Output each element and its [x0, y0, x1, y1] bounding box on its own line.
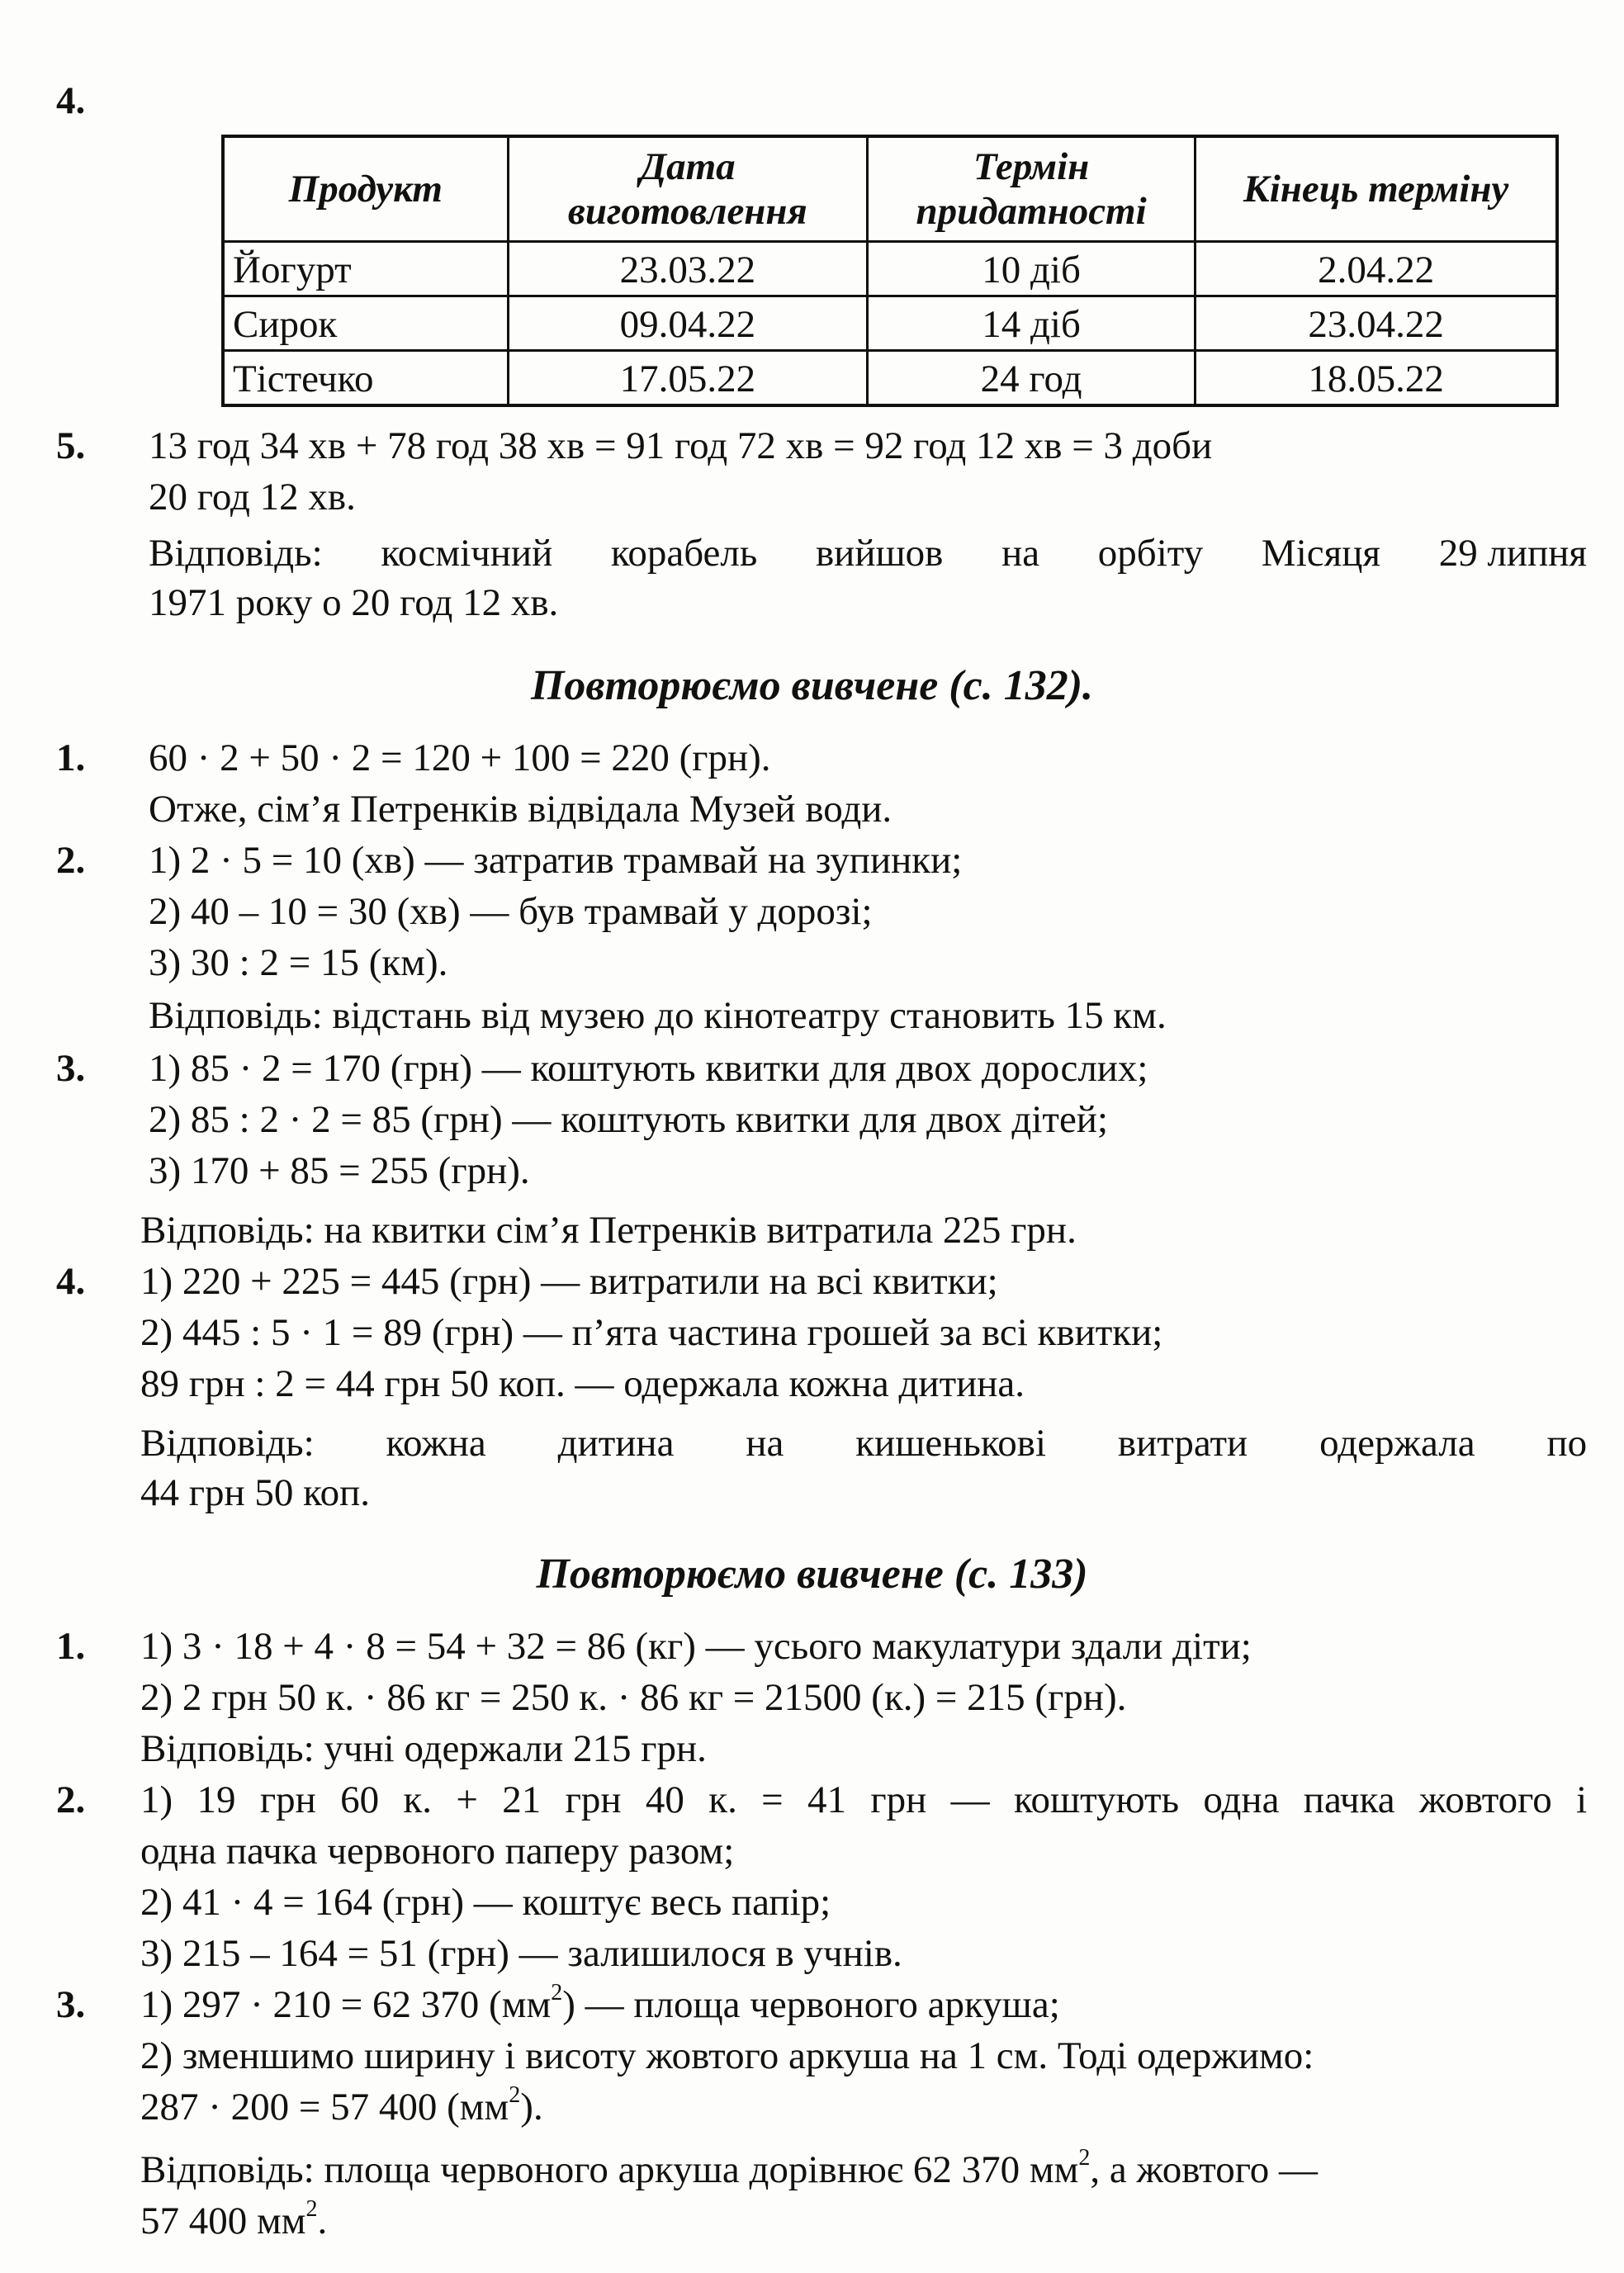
solution-line: 3) 215 – 164 = 51 (грн) — залишилося в учнів. [140, 1932, 902, 1975]
table-row [223, 242, 1557, 296]
solution-line: 1) 19 грн 60 к. + 21 грн 40 к. = 41 грн — коштують одна пачка жовтого і [140, 1778, 1588, 1821]
solution-line: 2) 2 грн 50 к. · 86 кг = 250 к. · 86 кг = 21500 (к.) = 215 (грн). [140, 1676, 1127, 1719]
solution-line: 2) 445 : 5 · 1 = 89 (грн) — п’ята частина грошей за всі квитки; [140, 1311, 1163, 1354]
table-cell: 17.05.22 [508, 351, 867, 406]
solution-line: 1) 85 · 2 = 170 (грн) — коштують квитки для двох дорослих; [149, 1047, 1148, 1090]
solution-line: 2) 41 · 4 = 164 (грн) — коштує весь папір; [140, 1881, 831, 1924]
solution-line: Отже, сім’я Петренків відвідала Музей води. [149, 788, 892, 831]
table-row [223, 296, 1557, 351]
solution-line: 2) 85 : 2 · 2 = 85 (грн) — коштують квитки для двох дітей; [149, 1098, 1109, 1141]
product-table [221, 135, 1559, 407]
column-header: Продукт [223, 136, 508, 242]
task-number: 2. [56, 839, 86, 882]
solution-line: 3) 30 : 2 = 15 (км). [149, 941, 448, 984]
task-number: 2. [56, 1778, 86, 1821]
solution-line: 20 год 12 хв. [149, 476, 356, 519]
solution-line: 287 · 200 = 57 400 $(мм^2)$. [140, 2082, 543, 2129]
answer-line: Відповідь: кожна дитина на кишенькові витрати одержала по [140, 1422, 1588, 1465]
table-cell: 09.04.22 [508, 296, 867, 351]
answer-line: 57 400 $мм^2$. [140, 2196, 328, 2242]
solution-line: 60 · 2 + 50 · 2 = 120 + 100 = 220 (грн). [149, 736, 771, 779]
solution-line: 1) 220 + 225 = 445 (грн) — витратили на всі квитки; [140, 1260, 998, 1303]
task-number: 1. [56, 1625, 86, 1668]
table-cell: 14 діб [868, 296, 1196, 351]
solution-line: 2) 40 – 10 = 30 (хв) — був трамвай у дорозі; [149, 890, 873, 933]
table-cell: Сирок [223, 296, 508, 351]
solution-line: одна пачка червоного паперу разом; [140, 1830, 735, 1873]
solution-line: 3) 170 + 85 = 255 (грн). [149, 1149, 530, 1192]
solution-line: 13 год 34 хв + 78 год 38 хв = 91 год 72 хв = 92 год 12 хв = 3 доби [149, 424, 1213, 467]
answer-line: Відповідь: на квитки сім’я Петренків витратила 225 грн. [140, 1209, 1077, 1252]
task-number: 5. [56, 424, 86, 467]
table-cell: Йогурт [223, 242, 508, 296]
table-row [223, 351, 1557, 406]
table-cell: 2.04.22 [1196, 242, 1557, 296]
task-number: 1. [56, 736, 86, 779]
table-cell: 24 год [868, 351, 1196, 406]
table-cell: 10 діб [868, 242, 1196, 296]
table-cell: Тістечко [223, 351, 508, 406]
solution-line: 89 грн : 2 = 44 грн 50 коп. — одержала кожна дитина. [140, 1362, 1025, 1405]
task-number: 4. [56, 1260, 86, 1303]
table-header-row [223, 136, 1557, 242]
solution-line: 1) 3 · 18 + 4 · 8 = 54 + 32 = 86 (кг) — усього макулатури здали діти; [140, 1625, 1252, 1668]
answer-line: Відповідь: космічний корабель вийшов на орбіту Місяця 29 липня [149, 532, 1587, 575]
column-header: Кінець терміну [1196, 136, 1557, 242]
task-number: 3. [56, 1047, 86, 1090]
section-heading: Повторюємо вивчене (с. 133) [536, 1551, 1088, 1598]
solution-line: 1) 297 · 210 = 62 370 $(мм^2)$ — площа червоного аркуша; [140, 1980, 1060, 2026]
table-cell: 18.05.22 [1196, 351, 1557, 406]
answer-line: Відповідь: учні одержали 215 грн. [140, 1727, 707, 1770]
section-heading: Повторюємо вивчене (с. 132). [530, 662, 1094, 709]
answer-line: 44 грн 50 коп. [140, 1471, 371, 1514]
task-number: 4. [56, 79, 86, 122]
task-number: 3. [56, 1983, 86, 2026]
answer-line: 1971 року о 20 год 12 хв. [149, 581, 559, 624]
column-header: Дата виготовлення [508, 136, 867, 242]
table-cell: 23.04.22 [1196, 296, 1557, 351]
solution-line: 1) 2 · 5 = 10 (хв) — затратив трамвай на зупинки; [149, 839, 963, 882]
column-header: Термін придатності [868, 136, 1196, 242]
table-cell: 23.03.22 [508, 242, 867, 296]
answer-line: Відповідь: площа червоного аркуша дорівнює 62 370 $мм^2$, а жовтого — [140, 2145, 1319, 2191]
solution-line: 2) зменшимо ширину і висоту жовтого аркуша на 1 см. Тоді одержимо: [140, 2034, 1314, 2077]
answer-line: Відповідь: відстань від музею до кінотеатру становить 15 км. [149, 994, 1167, 1037]
